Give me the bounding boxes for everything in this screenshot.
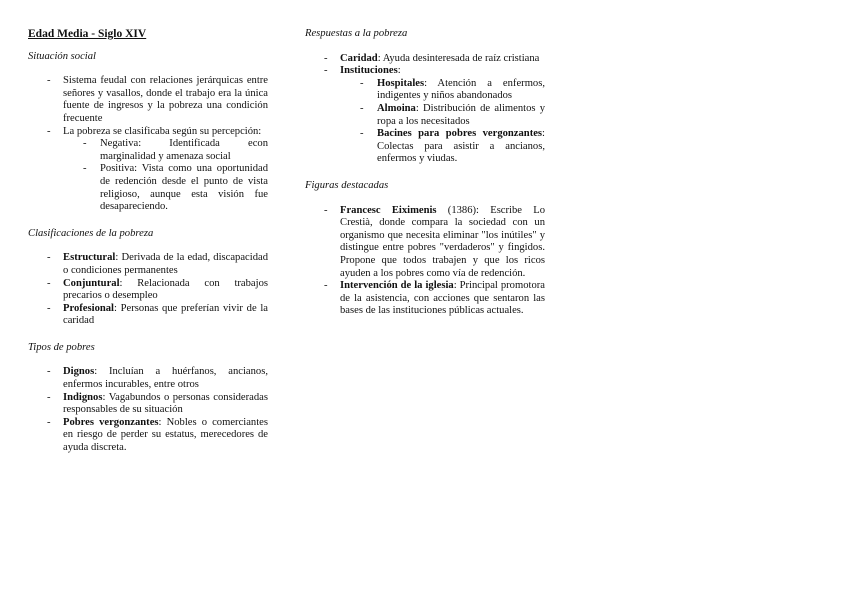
right-column [305,28,545,332]
section-respuestas [305,28,545,166]
list-item: - Caridad: Ayuda desinteresada de raíz cristiana [305,53,545,66]
bullet-list [305,205,545,318]
term: Profesional [63,302,115,314]
sub-bullet-list [340,78,545,166]
term: Almoina [377,102,416,114]
sub-list-item: - Negativa: Identificada econ marginalidad y amenaza social [63,138,268,163]
list-item: - La pobreza se clasificaba según su percepción: - Negativa: Identificada econ marginalidad y amenaza social - Positiva: Vista como una oportunidad de redención desde el punto de vista religioso, aunque esta visión fue desapareciendo. [28,126,268,214]
bullet-list [28,252,268,328]
list-item: - Sistema feudal con relaciones jerárquicas entre señores y vasallos, donde el trabajo era la única fuente de ingresos y la pobreza una condición frecuente [28,75,268,125]
bullet-list [28,75,268,214]
bullet-list [305,53,545,166]
term: Estructural [63,252,116,264]
list-item: - Profesional: Personas que preferían vivir de la caridad [28,303,268,328]
list-item: - Instituciones: - Hospitales: Atención a enfermos, indigentes y niños abandonados - Almoina: Distribución de alimentos y ropa a los necesitados - Bacines para pobres vergonzantes: Colectas para asistir a ancianos, enfermos y viudas. [305,65,545,166]
term: Dignos [63,366,95,378]
section-heading: Tipos de pobres [28,341,95,353]
term: Francesc Eiximenis [340,204,437,216]
section-heading: Figuras destacadas [305,179,389,191]
section-tipos-de-pobres [28,342,268,455]
term: Caridad [340,52,378,64]
list-item: - Francesc Eiximenis (1386): Escribe Lo Crestià, donde compara la sociedad con un organismo que necesita eliminar "los inútiles" y distingue entre pobres "verdaderos" y fingidos. Propone que todos trabajen y que los ricos ayuden a los pobres como vía de redención. [305,205,545,281]
sub-list-item: - Almoina: Distribución de alimentos y ropa a los necesitados [340,103,545,128]
section-heading: Clasificaciones de la pobreza [28,227,154,239]
document-title: Edad Media - Siglo XIV [28,28,147,40]
list-item: - Pobres vergonzantes: Nobles o comerciantes en riesgo de perder su estatus, merecedores de ayuda discreta. [28,417,268,455]
left-column [28,28,268,469]
list-item: - Indignos: Vagabundos o personas consideradas responsables de su situación [28,392,268,417]
list-item: - Estructural: Derivada de la edad, discapacidad o condiciones permanentes [28,252,268,277]
list-item: - Dignos: Incluían a huérfanos, ancianos, enfermos incurables, entre otros [28,366,268,391]
sub-list-item: - Positiva: Vista como una oportunidad de redención desde el punto de vista religioso, aunque esta visión fue desapareciendo. [63,163,268,213]
term: Intervención de la iglesia [340,280,454,292]
term: Instituciones [340,65,398,77]
section-figuras-destacadas [305,180,545,318]
sub-bullet-list [63,138,268,214]
sub-list-item: - Hospitales: Atención a enfermos, indigentes y niños abandonados [340,78,545,103]
bullet-list [28,366,268,454]
term: Bacines para pobres vergonzantes [377,128,543,140]
term: Indignos [63,391,103,403]
list-item: - Intervención de la iglesia: Principal promotora de la asistencia, con acciones que sentaron las bases de las instituciones públicas actuales. [305,280,545,318]
term: Hospitales [377,77,425,89]
term: Conjuntural [63,277,120,289]
sub-list-item: - Bacines para pobres vergonzantes: Colectas para asistir a ancianos, enfermos y viudas. [340,128,545,166]
list-item: - Conjuntural: Relacionada con trabajos precarios o desempleo [28,278,268,303]
section-clasificaciones [28,228,268,328]
section-heading: Respuestas a la pobreza [305,28,408,39]
term: Pobres vergonzantes [63,416,159,428]
section-heading: Situación social [28,50,96,62]
section-situacion-social [28,51,268,214]
